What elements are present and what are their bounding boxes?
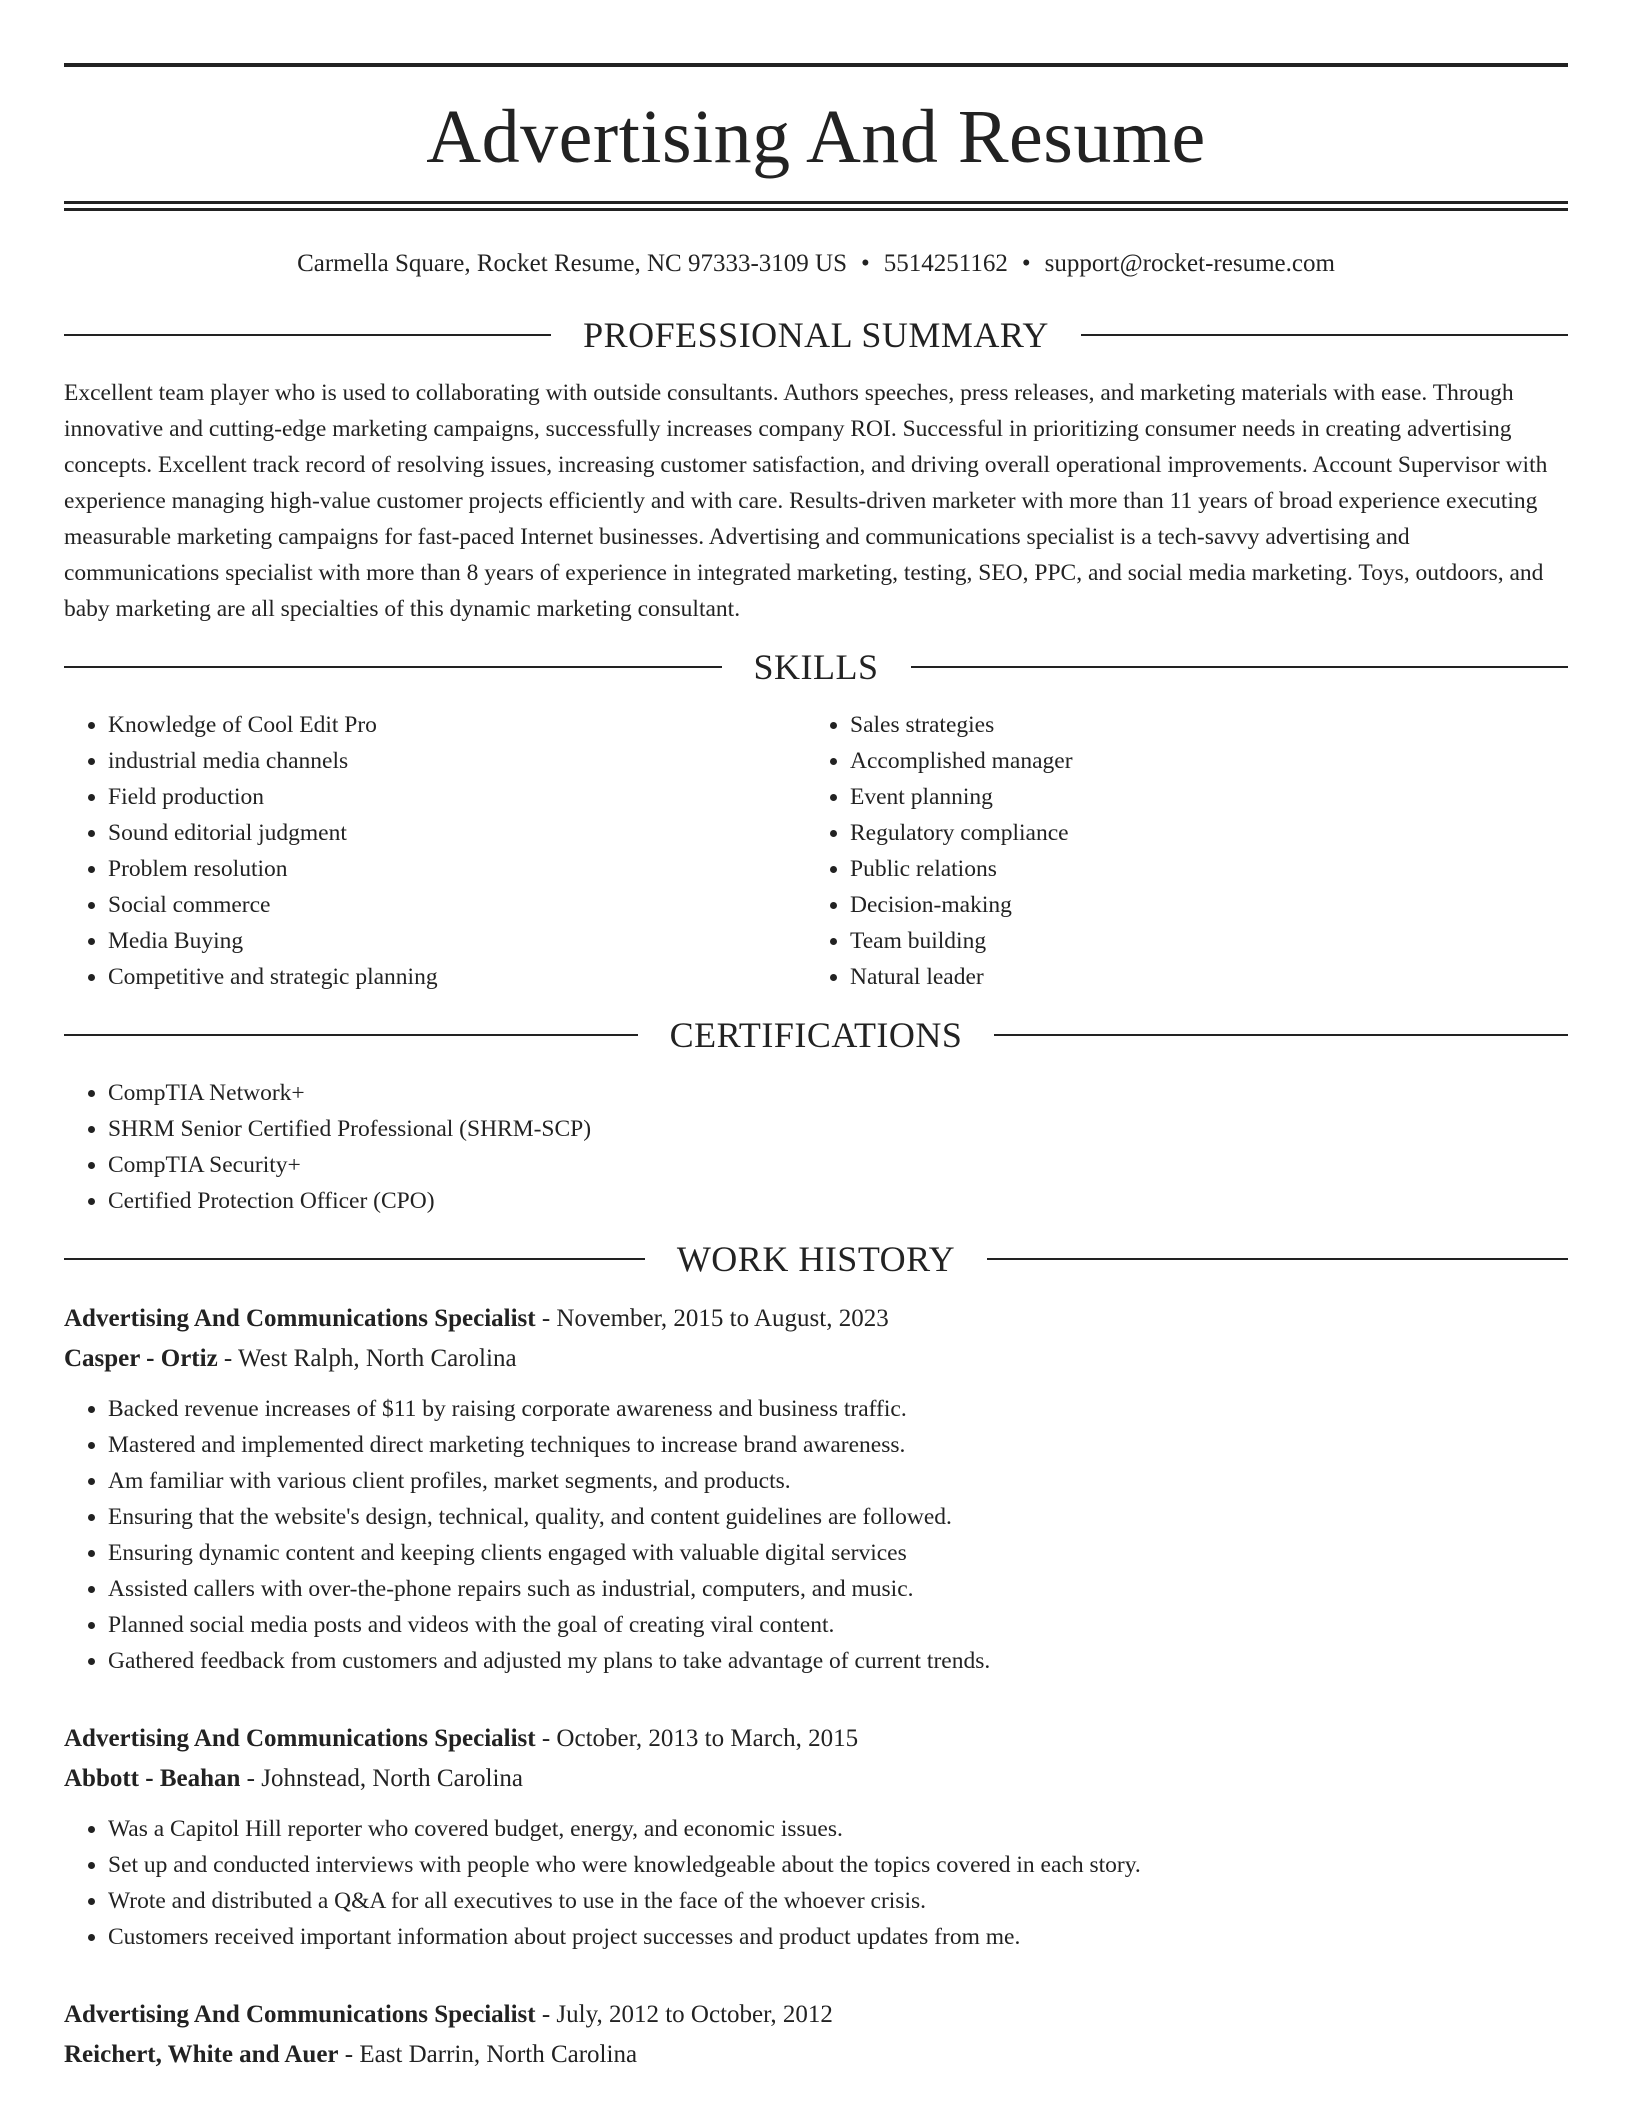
job-bullet: • Ensuring that the website's design, technical, quality, and content guidelines are followed.	[108, 1499, 1568, 1535]
double-rule	[64, 201, 1568, 211]
contact-email: support@rocket-resume.com	[1044, 250, 1335, 277]
skill-item: • Field production	[108, 779, 806, 815]
certification-item: • CompTIA Network+	[108, 1075, 1568, 1111]
job-entry	[64, 1995, 1568, 2075]
contact-separator: •	[1021, 250, 1031, 277]
job-bullet: • Mastered and implemented direct marketing techniques to increase brand awareness.	[108, 1427, 1568, 1463]
job-bullet: • Customers received important information about project successes and product updates from me.	[108, 1919, 1568, 1955]
heading-rule	[64, 1034, 638, 1036]
heading-rule	[994, 1034, 1568, 1036]
job-dates: - July, 2012 to October, 2012	[535, 2001, 833, 2028]
work-heading	[64, 1241, 1568, 1277]
job-company: Abbott - Beahan	[64, 1765, 241, 1792]
heading-rule	[64, 334, 551, 336]
skill-item: • Media Buying	[108, 923, 806, 959]
job-company-line	[64, 1759, 1568, 1799]
skill-item: • Team building	[850, 923, 1548, 959]
job-company-line	[64, 2035, 1568, 2075]
job-location: - West Ralph, North Carolina	[217, 1345, 517, 1372]
skill-item: • Event planning	[850, 779, 1548, 815]
job-role: Advertising And Communications Specialist	[64, 2001, 536, 2028]
job-role-line	[64, 1299, 1568, 1339]
skill-item: • Knowledge of Cool Edit Pro	[108, 707, 806, 743]
job-entry	[64, 1299, 1568, 1679]
job-location: - Johnstead, North Carolina	[240, 1765, 524, 1792]
job-bullet: • Set up and conducted interviews with people who were knowledgeable about the topics covered in each story.	[108, 1847, 1568, 1883]
skill-item: • Regulatory compliance	[850, 815, 1548, 851]
summary-heading	[64, 317, 1568, 353]
job-bullet: • Am familiar with various client profiles, market segments, and products.	[108, 1463, 1568, 1499]
summary-title: PROFESSIONAL SUMMARY	[583, 315, 1049, 355]
skills-title: SKILLS	[753, 647, 879, 687]
certification-item: • CompTIA Security+	[108, 1147, 1568, 1183]
job-entry	[64, 1719, 1568, 1955]
work-title: WORK HISTORY	[676, 1239, 956, 1279]
job-role-line	[64, 1995, 1568, 2035]
certification-item: • Certified Protection Officer (CPO)	[108, 1183, 1568, 1219]
job-dates: - October, 2013 to March, 2015	[535, 1725, 859, 1752]
job-bullet: • Backed revenue increases of $11 by raising corporate awareness and business traffic.	[108, 1391, 1568, 1427]
skill-item: • Social commerce	[108, 887, 806, 923]
certifications-list	[64, 1075, 1568, 1219]
skill-item: • Accomplished manager	[850, 743, 1548, 779]
job-bullets	[64, 1391, 1568, 1679]
contact-line	[64, 249, 1568, 279]
job-role-line	[64, 1719, 1568, 1759]
resume-name: Advertising And Resume	[426, 95, 1206, 179]
heading-rule	[64, 666, 722, 668]
job-bullet: • Ensuring dynamic content and keeping clients engaged with valuable digital services	[108, 1535, 1568, 1571]
contact-phone: 5514251162	[883, 250, 1008, 277]
job-bullet: • Gathered feedback from customers and adjusted my plans to take advantage of current trends.	[108, 1643, 1568, 1679]
heading-rule	[64, 1258, 645, 1260]
job-company-line	[64, 1339, 1568, 1379]
summary-text: Excellent team player who is used to collaborating with outside consultants. Authors speeches, press releases, and marketing materials with ease. Through innovative and cutting-edge marketing campaigns, successfully increases company ROI. Successful in prioritizing consumer needs in creating advertising concepts. Excellent track record of resolving issues, increasing customer satisfaction, and driving overall operational improvements. Account Supervisor with experience managing high-value customer projects efficiently and with care. Results-driven marketer with more than 11 years of broad experience executing measurable marketing campaigns for fast-paced Internet businesses. Advertising and communications specialist is a tech-savvy advertising and communications specialist with more than 8 years of experience in integrated marketing, testing, SEO, PPC, and social media marketing. Toys, outdoors, and baby marketing are all specialties of this dynamic marketing consultant.	[64, 380, 1548, 622]
skill-item: • industrial media channels	[108, 743, 806, 779]
job-role: Advertising And Communications Specialist	[64, 1725, 536, 1752]
job-dates: - November, 2015 to August, 2023	[535, 1305, 889, 1332]
contact-separator: •	[861, 250, 870, 277]
certifications-heading	[64, 1017, 1568, 1053]
job-company: Casper - Ortiz	[64, 1345, 218, 1372]
heading-rule	[1081, 334, 1568, 336]
job-role: Advertising And Communications Specialist	[64, 1305, 536, 1332]
skills-heading	[64, 649, 1568, 685]
certification-item: • SHRM Senior Certified Professional (SHRM-SCP)	[108, 1111, 1568, 1147]
skill-item: • Natural leader	[850, 959, 1548, 995]
skill-item: • Public relations	[850, 851, 1548, 887]
job-bullet: • Wrote and distributed a Q&A for all executives to use in the face of the whoever crisis.	[108, 1883, 1568, 1919]
skills-left-list	[64, 707, 806, 995]
skill-item: • Problem resolution	[108, 851, 806, 887]
skill-item: • Sound editorial judgment	[108, 815, 806, 851]
heading-rule	[987, 1258, 1568, 1260]
skill-item: • Sales strategies	[850, 707, 1548, 743]
certifications-title: CERTIFICATIONS	[669, 1015, 963, 1055]
contact-address: Carmella Square, Rocket Resume, NC 97333-3109 US	[297, 250, 847, 277]
top-rule	[64, 63, 1568, 67]
job-bullet: • Was a Capitol Hill reporter who covered budget, energy, and economic issues.	[108, 1811, 1568, 1847]
job-bullet: • Planned social media posts and videos with the goal of creating viral content.	[108, 1607, 1568, 1643]
job-bullets	[64, 1811, 1568, 1955]
job-bullet: • Assisted callers with over-the-phone repairs such as industrial, computers, and music.	[108, 1571, 1568, 1607]
job-location: - East Darrin, North Carolina	[338, 2041, 638, 2068]
job-company: Reichert, White and Auer	[64, 2041, 339, 2068]
skills-columns	[64, 707, 1568, 995]
skill-item: • Decision-making	[850, 887, 1548, 923]
skill-item: • Competitive and strategic planning	[108, 959, 806, 995]
heading-rule	[911, 666, 1569, 668]
skills-right-list	[806, 707, 1548, 995]
